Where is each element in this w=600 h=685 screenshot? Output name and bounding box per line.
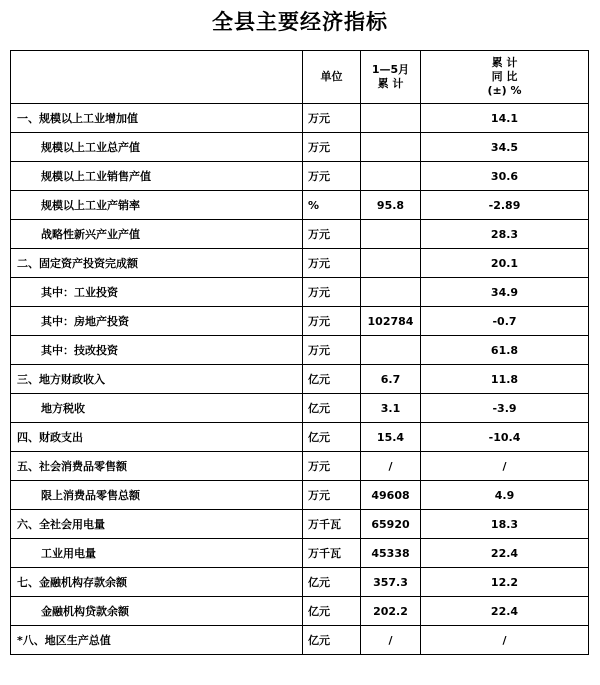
table-row <box>11 510 589 539</box>
table-row <box>11 191 589 220</box>
indicator-table <box>10 50 589 655</box>
indicator-name: 一、规模以上工业增加值 <box>11 104 303 133</box>
table-row <box>11 133 589 162</box>
table-row <box>11 162 589 191</box>
unit-cell: 亿元 <box>303 394 361 423</box>
indicator-name: 战略性新兴产业产值 <box>11 220 303 249</box>
cumulative-value <box>361 220 421 249</box>
cumulative-value <box>361 278 421 307</box>
unit-cell: 亿元 <box>303 568 361 597</box>
unit-cell: 万元 <box>303 249 361 278</box>
yoy-value: 20.1 <box>421 249 589 278</box>
table-row <box>11 220 589 249</box>
unit-cell: 万元 <box>303 162 361 191</box>
table-row <box>11 481 589 510</box>
cumulative-value: 65920 <box>361 510 421 539</box>
cumulative-value <box>361 336 421 365</box>
header-cumulative-line1: 1—5月 <box>371 63 410 76</box>
unit-cell: 万千瓦 <box>303 539 361 568</box>
indicator-name: 金融机构贷款余额 <box>11 597 303 626</box>
cumulative-value: 357.3 <box>361 568 421 597</box>
header-unit: 单位 <box>303 51 361 104</box>
cumulative-value <box>361 133 421 162</box>
unit-cell: 万元 <box>303 278 361 307</box>
cumulative-value <box>361 162 421 191</box>
unit-cell: 万元 <box>303 104 361 133</box>
unit-cell: 亿元 <box>303 626 361 655</box>
cumulative-value: 45338 <box>361 539 421 568</box>
yoy-value: -0.7 <box>421 307 589 336</box>
yoy-value: 28.3 <box>421 220 589 249</box>
header-cumulative-line2: 累 计 <box>377 77 404 90</box>
cumulative-value <box>361 104 421 133</box>
header-yoy-line3: (±) % <box>487 84 522 97</box>
page-title: 全县主要经济指标 <box>212 10 388 34</box>
unit-cell: 万元 <box>303 336 361 365</box>
header-yoy-line2: 同 比 <box>491 70 518 83</box>
indicator-name: 工业用电量 <box>11 539 303 568</box>
unit-cell: 万元 <box>303 481 361 510</box>
table-row <box>11 249 589 278</box>
indicator-name: 二、固定资产投资完成额 <box>11 249 303 278</box>
yoy-value: 22.4 <box>421 597 589 626</box>
yoy-value: 14.1 <box>421 104 589 133</box>
yoy-value: 34.9 <box>421 278 589 307</box>
cumulative-value: 15.4 <box>361 423 421 452</box>
unit-cell: 万元 <box>303 133 361 162</box>
table-row <box>11 452 589 481</box>
table-row <box>11 278 589 307</box>
table-row <box>11 423 589 452</box>
table-row <box>11 626 589 655</box>
yoy-value: -2.89 <box>421 191 589 220</box>
yoy-value: 34.5 <box>421 133 589 162</box>
table-row <box>11 597 589 626</box>
yoy-value: 4.9 <box>421 481 589 510</box>
table-row <box>11 336 589 365</box>
header-yoy <box>421 51 589 104</box>
header-yoy-line1: 累 计 <box>491 56 518 69</box>
indicator-name: 六、全社会用电量 <box>11 510 303 539</box>
yoy-value: 11.8 <box>421 365 589 394</box>
cumulative-value <box>361 249 421 278</box>
cumulative-value: 102784 <box>361 307 421 336</box>
indicator-name: 其中：工业投资 <box>11 278 303 307</box>
yoy-value: 18.3 <box>421 510 589 539</box>
yoy-value: 61.8 <box>421 336 589 365</box>
indicator-name: 规模以上工业销售产值 <box>11 162 303 191</box>
table-row <box>11 365 589 394</box>
cumulative-value: / <box>361 626 421 655</box>
unit-cell: 亿元 <box>303 597 361 626</box>
cumulative-value: 202.2 <box>361 597 421 626</box>
indicator-name: 地方税收 <box>11 394 303 423</box>
indicator-name: 规模以上工业总产值 <box>11 133 303 162</box>
cumulative-value: 6.7 <box>361 365 421 394</box>
indicator-name: *八、地区生产总值 <box>11 626 303 655</box>
unit-cell: 万元 <box>303 307 361 336</box>
yoy-value: -3.9 <box>421 394 589 423</box>
unit-cell: 亿元 <box>303 423 361 452</box>
indicator-name: 其中：技改投资 <box>11 336 303 365</box>
table-row <box>11 307 589 336</box>
table-body <box>11 104 589 655</box>
indicator-name: 其中：房地产投资 <box>11 307 303 336</box>
yoy-value: 12.2 <box>421 568 589 597</box>
indicator-name: 四、财政支出 <box>11 423 303 452</box>
indicator-name: 规模以上工业产销率 <box>11 191 303 220</box>
table-row <box>11 539 589 568</box>
cumulative-value: / <box>361 452 421 481</box>
table-row <box>11 104 589 133</box>
unit-cell: 万千瓦 <box>303 510 361 539</box>
indicator-name: 限上消费品零售总额 <box>11 481 303 510</box>
cumulative-value: 49608 <box>361 481 421 510</box>
table-row <box>11 568 589 597</box>
yoy-value: / <box>421 452 589 481</box>
unit-cell: % <box>303 191 361 220</box>
yoy-value: / <box>421 626 589 655</box>
unit-cell: 亿元 <box>303 365 361 394</box>
yoy-value: -10.4 <box>421 423 589 452</box>
header-indicator <box>11 51 303 104</box>
header-cumulative <box>361 51 421 104</box>
cumulative-value: 3.1 <box>361 394 421 423</box>
unit-cell: 万元 <box>303 220 361 249</box>
yoy-value: 30.6 <box>421 162 589 191</box>
unit-cell: 万元 <box>303 452 361 481</box>
table-header-row <box>11 51 589 104</box>
indicator-name: 五、社会消费品零售额 <box>11 452 303 481</box>
indicator-name: 七、金融机构存款余额 <box>11 568 303 597</box>
table-row <box>11 394 589 423</box>
yoy-value: 22.4 <box>421 539 589 568</box>
indicator-name: 三、地方财政收入 <box>11 365 303 394</box>
cumulative-value: 95.8 <box>361 191 421 220</box>
